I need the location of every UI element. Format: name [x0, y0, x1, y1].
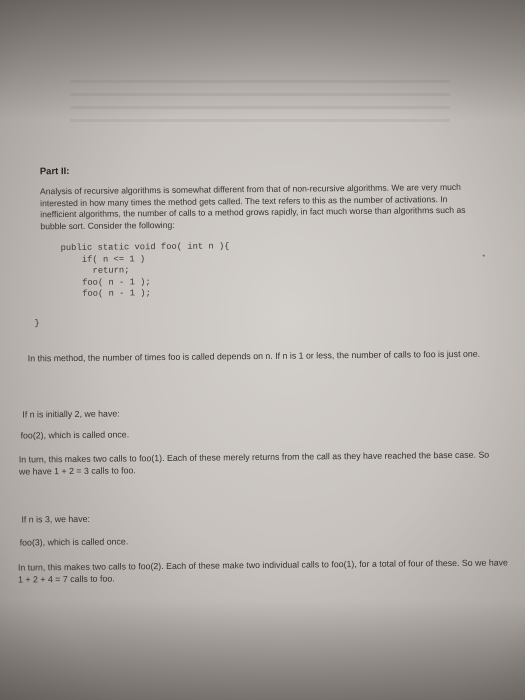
case-2-intro: If n is initially 2, we have: [22, 408, 120, 420]
explanation-paragraph: In this method, the number of times foo is called depends on n. If n is 1 or less, the number of calls to foo is just one. [27, 348, 481, 364]
case-3-intro: If n is 3, we have: [21, 513, 90, 525]
section-heading: Part II: [39, 165, 70, 178]
code-line: foo( n - 1 ); [60, 276, 151, 288]
code-block [61, 241, 231, 301]
code-line: return; [60, 265, 130, 277]
code-line: public static void foo( int n ){ [60, 241, 230, 254]
closing-brace: } [34, 318, 40, 329]
case-3-first-call: foo(3), which is called once. [19, 536, 129, 548]
speck [483, 255, 485, 257]
case-3-detail: In turn, this makes two calls to foo(2). Each of these make two individual calls to foo(1), for a total of four of these. So we have 1 + 2 + 4 = 7 calls to foo. [17, 557, 508, 585]
case-2-detail: In turn, this makes two calls to foo(1). Each of these merely returns from the call as they have reached the base case. So we have 1 + 2 = 3 calls to foo. [18, 449, 490, 477]
case-2-first-call: foo(2), which is called once. [20, 429, 130, 441]
code-line: foo( n - 1 ); [61, 288, 151, 300]
code-line: if( n <= 1 ) [60, 253, 146, 265]
intro-paragraph: Analysis of recursive algorithms is somewhat different from that of non-recursive algorithms. We are very much interested in how many times the method gets called. The text refers to this as the number of activations. In inefficient algorithms, the number of calls to a method grows rapidly, in fact much worse than algorithms such as bubble sort. Consider the following: [39, 181, 466, 231]
